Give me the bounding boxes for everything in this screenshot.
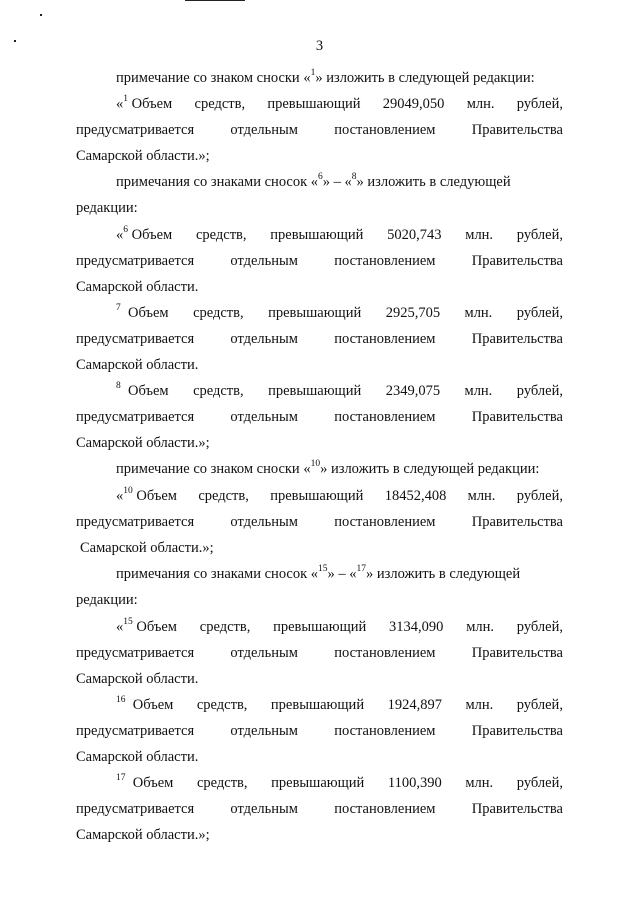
footnote-8-line-1: $^8$ Объем средств, превышающий 2349,075 млн. рублей, [116,381,563,399]
paragraph-footnote-1-intro: примечание со знаком сноски «$^1$» изложить в следующей редакции: [116,68,535,86]
paragraph-footnotes-6-8-intro-cont: редакции: [76,200,138,216]
footnote-16-line-1: $^{16}$ Объем средств, превышающий 1924,897 млн. рублей, [116,695,563,713]
footnote-1-line-2: предусматривается отдельным постановлением Правительства [76,122,563,138]
page-number: 3 [315,38,324,54]
scan-dot [40,14,42,16]
footnote-10-line-3: Самарской области.»; [80,540,214,556]
footnote-6-line-2: предусматривается отдельным постановлением Правительства [76,253,563,269]
footnote-8-line-3: Самарской области.»; [76,435,210,451]
footnote-6-line-3: Самарской области. [76,279,199,295]
paragraph-footnote-10-intro: примечание со знаком сноски «$^{10}$» изложить в следующей редакции: [116,459,540,477]
footnote-7-line-2: предусматривается отдельным постановлением Правительства [76,331,563,347]
footnote-15-line-1: «$^{15}$ Объем средств, превышающий 3134,090 млн. рублей, [116,617,563,635]
footnote-1-line-3: Самарской области.»; [76,148,210,164]
footnote-7-line-1: $^7$ Объем средств, превышающий 2925,705 млн. рублей, [116,303,563,321]
paragraph-footnotes-15-17-intro: примечания со знаками сносок «$^{15}$» – «$^{17}$» изложить в следующей [116,564,521,582]
footnote-1-line-1: «$^1$ Объем средств, превышающий 29049,050 млн. рублей, [116,94,563,112]
footnote-8-line-2: предусматривается отдельным постановлением Правительства [76,409,563,425]
footnote-17-line-1: $^{17}$ Объем средств, превышающий 1100,390 млн. рублей, [116,773,563,791]
footnote-10-line-2: предусматривается отдельным постановлением Правительства [76,514,563,530]
footnote-7-line-3: Самарской области. [76,357,199,373]
footnote-6-line-1: «$^6$ Объем средств, превышающий 5020,743 млн. рублей, [116,225,563,243]
footnote-15-line-2: предусматривается отдельным постановлением Правительства [76,645,563,661]
footnote-16-line-3: Самарской области. [76,749,199,765]
footnote-17-line-3: Самарской области.»; [76,827,210,843]
footnote-16-line-2: предусматривается отдельным постановлением Правительства [76,723,563,739]
paragraph-footnotes-6-8-intro: примечания со знаками сносок «$^6$» – «$^8$» изложить в следующей [116,172,511,190]
paragraph-footnotes-15-17-intro-cont: редакции: [76,592,138,608]
footnote-15-line-3: Самарской области. [76,671,199,687]
footnote-17-line-2: предусматривается отдельным постановлением Правительства [76,801,563,817]
footnote-10-line-1: «$^{10}$ Объем средств, превышающий 18452,408 млн. рублей, [116,486,563,504]
scan-top-line [185,0,245,1]
